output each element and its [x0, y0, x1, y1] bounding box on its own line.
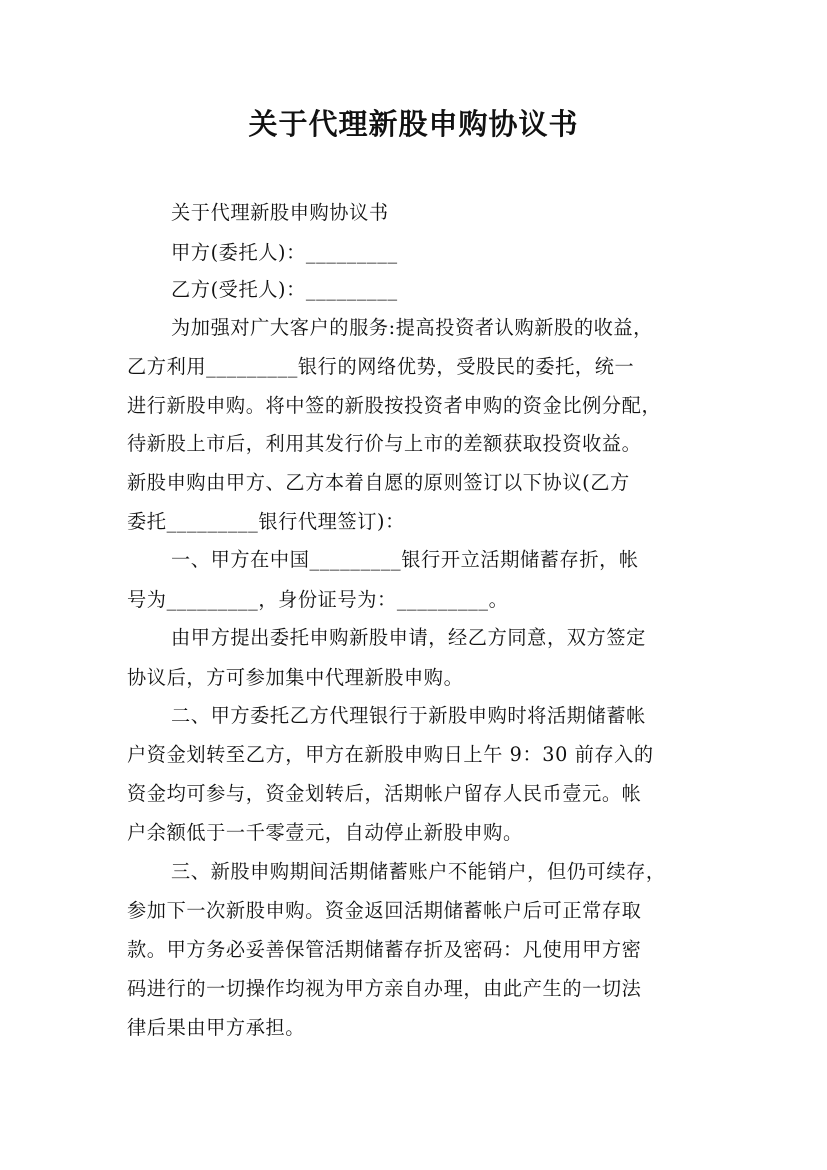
- body-line: 资金均可参与，资金划转后，活期帐户留存人民币壹元。帐: [127, 782, 642, 805]
- body-line: 为加强对广大客户的服务:提高投资者认购新股的收益，: [171, 316, 653, 339]
- body-line: 参加下一次新股申购。资金返回活期储蓄帐户后可正常存取: [127, 899, 642, 922]
- document-title: 关于代理新股申购协议书: [248, 107, 579, 141]
- body-line: 由甲方提出委托申购新股申请，经乙方同意，双方签定: [171, 626, 646, 649]
- body-line: 号为_________，身份证号为：_________。: [127, 588, 509, 611]
- body-line: 待新股上市后，利用其发行价与上市的差额获取投资收益。: [127, 432, 642, 455]
- body-line: 协议后，方可参加集中代理新股申购。: [127, 666, 464, 689]
- body-line: 码进行的一切操作均视为甲方亲自办理，由此产生的一切法: [127, 977, 642, 1000]
- body-line: 律后果由甲方承担。: [127, 1016, 306, 1039]
- body-line: 二、甲方委托乙方代理银行于新股申购时将活期储蓄帐: [171, 704, 646, 727]
- body-line: 三、新股申购期间活期储蓄账户不能销户，但仍可续存，: [171, 860, 666, 883]
- body-line: 一、甲方在中国_________银行开立活期储蓄存折，帐: [171, 548, 639, 571]
- body-line: 新股申购由甲方、乙方本着自愿的原则签订以下协议(乙方: [127, 471, 630, 494]
- body-line: 款。甲方务必妥善保管活期储蓄存折及密码：凡使用甲方密: [127, 938, 642, 961]
- body-line: 委托_________银行代理签订)：: [127, 510, 405, 533]
- body-line: 关于代理新股申购协议书: [171, 201, 389, 224]
- body-line: 乙方利用_________银行的网络优势，受股民的委托，统一: [127, 355, 635, 378]
- body-line: 户余额低于一千零壹元，自动停止新股申购。: [127, 821, 523, 844]
- body-line: 进行新股申购。将中签的新股按投资者申购的资金比例分配，: [127, 394, 662, 417]
- body-line: 户资金划转至乙方，甲方在新股申购日上午 9：30 前存入的: [127, 743, 654, 766]
- body-line: 甲方(委托人)：_________: [171, 241, 398, 264]
- body-line: 乙方(受托人)：_________: [171, 278, 398, 301]
